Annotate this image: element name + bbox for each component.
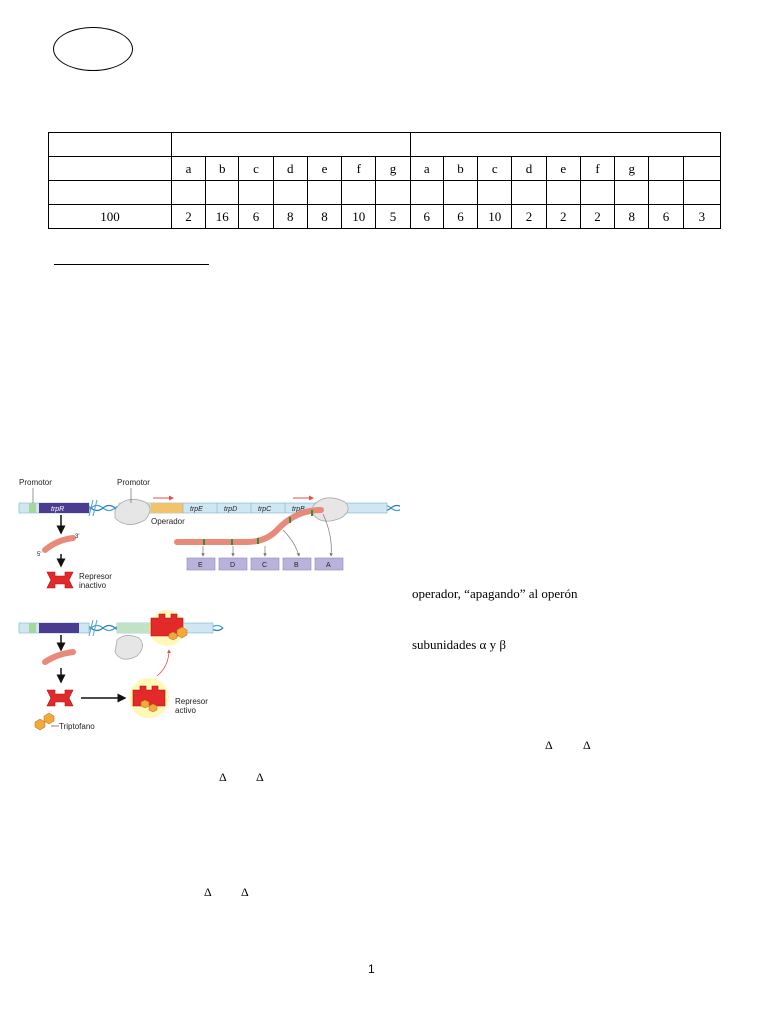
protein-label: C bbox=[262, 562, 268, 569]
five-prime-label: 5' bbox=[37, 552, 42, 558]
table-cell bbox=[615, 181, 649, 205]
trpB-label: trpB bbox=[292, 506, 305, 513]
grades-table bbox=[48, 132, 721, 229]
table-cell: 2 bbox=[546, 205, 580, 229]
table-cell: d bbox=[512, 157, 546, 181]
table-cell: c bbox=[478, 157, 512, 181]
delta-symbol: Δ bbox=[545, 738, 553, 752]
table-cell: g bbox=[615, 157, 649, 181]
table-cell bbox=[49, 157, 172, 181]
operator-block bbox=[151, 503, 183, 513]
underline-rule bbox=[54, 264, 209, 265]
table-cell: e bbox=[307, 157, 341, 181]
table-cell: 2 bbox=[171, 205, 205, 229]
delta-symbol: Δ bbox=[583, 738, 591, 752]
trpD-label: trpD bbox=[224, 506, 238, 513]
table-cell bbox=[376, 181, 410, 205]
name-oval bbox=[53, 27, 133, 71]
table-cell: 6 bbox=[443, 205, 477, 229]
table-cell bbox=[683, 181, 720, 205]
promotor-label-right: Promotor bbox=[117, 478, 150, 487]
three-prime-label: 3' bbox=[75, 534, 80, 540]
table-cell: 10 bbox=[342, 205, 376, 229]
table-cell bbox=[546, 181, 580, 205]
table-cell: 10 bbox=[478, 205, 512, 229]
table-cell: 6 bbox=[239, 205, 273, 229]
table-cell bbox=[410, 133, 720, 157]
table-cell bbox=[649, 157, 683, 181]
trpR-mrna bbox=[45, 538, 73, 550]
table-cell: 100 bbox=[49, 205, 172, 229]
table-cell bbox=[580, 181, 614, 205]
represor-activo-label: Represor bbox=[175, 697, 208, 706]
inactive-repressor bbox=[47, 572, 73, 588]
trpE-label: trpE bbox=[190, 506, 203, 513]
table-cell: b bbox=[206, 157, 239, 181]
table-cell bbox=[443, 181, 477, 205]
text-subunidades: subunidades α y β bbox=[412, 637, 506, 652]
text-operador-apagando: operador, “apagando” al operón bbox=[412, 586, 578, 601]
represor-inactivo-label: Represor bbox=[79, 572, 112, 581]
protein-label: A bbox=[326, 562, 331, 569]
trpR-gene-bottom bbox=[39, 623, 79, 633]
table-row bbox=[49, 133, 721, 157]
table-cell: e bbox=[546, 157, 580, 181]
delta-symbol: Δ bbox=[219, 770, 227, 784]
promotor-label-left: Promotor bbox=[19, 478, 52, 487]
table-cell: d bbox=[273, 157, 307, 181]
delta-symbol: Δ bbox=[204, 885, 212, 899]
table-cell: 3 bbox=[683, 205, 720, 229]
table-cell bbox=[273, 181, 307, 205]
table-cell: 2 bbox=[580, 205, 614, 229]
table-cell: g bbox=[376, 157, 410, 181]
table-cell: c bbox=[239, 157, 273, 181]
table-cell: 8 bbox=[273, 205, 307, 229]
page-number: 1 bbox=[368, 962, 375, 976]
table-cell bbox=[512, 181, 546, 205]
table-cell bbox=[206, 181, 239, 205]
table-cell bbox=[683, 157, 720, 181]
protein-label: E bbox=[198, 562, 203, 569]
table-cell: f bbox=[580, 157, 614, 181]
table-cell: 8 bbox=[615, 205, 649, 229]
operador-label: Operador bbox=[151, 517, 185, 526]
table-cell bbox=[342, 181, 376, 205]
table-row bbox=[49, 205, 721, 229]
delta-symbol: Δ bbox=[256, 770, 264, 784]
table-cell: 8 bbox=[307, 205, 341, 229]
trpR-label: trpR bbox=[51, 506, 65, 513]
table-cell bbox=[49, 181, 172, 205]
table-cell bbox=[649, 181, 683, 205]
represor-inactivo-label: inactivo bbox=[79, 581, 107, 590]
tryptophan-molecule bbox=[35, 719, 45, 730]
table-cell: b bbox=[443, 157, 477, 181]
table-cell: a bbox=[410, 157, 443, 181]
table-cell bbox=[307, 181, 341, 205]
table-cell: 6 bbox=[410, 205, 443, 229]
table-cell bbox=[171, 181, 205, 205]
table-cell bbox=[171, 133, 410, 157]
promoter-block bbox=[29, 503, 36, 513]
trp-operon-diagram bbox=[17, 470, 400, 740]
table-cell: 2 bbox=[512, 205, 546, 229]
delta-symbol: Δ bbox=[241, 885, 249, 899]
operon-mrna bbox=[177, 510, 321, 542]
rna-polymerase-blocked bbox=[115, 635, 143, 659]
repressor-bottom bbox=[47, 690, 73, 706]
protein-label: B bbox=[294, 562, 299, 569]
table-row bbox=[49, 181, 721, 205]
table-cell: a bbox=[171, 157, 205, 181]
table-cell: 6 bbox=[649, 205, 683, 229]
table-cell bbox=[49, 133, 172, 157]
table-cell: 16 bbox=[206, 205, 239, 229]
table-cell bbox=[410, 181, 443, 205]
triptofano-label: Triptofano bbox=[59, 722, 95, 731]
table-cell: 5 bbox=[376, 205, 410, 229]
trpC-label: trpC bbox=[258, 506, 272, 513]
table-cell: f bbox=[342, 157, 376, 181]
table-cell bbox=[478, 181, 512, 205]
trp-operon-figure bbox=[17, 470, 400, 740]
protein-label: D bbox=[230, 562, 236, 569]
table-cell bbox=[239, 181, 273, 205]
represor-activo-label: activo bbox=[175, 706, 196, 715]
table-row bbox=[49, 157, 721, 181]
